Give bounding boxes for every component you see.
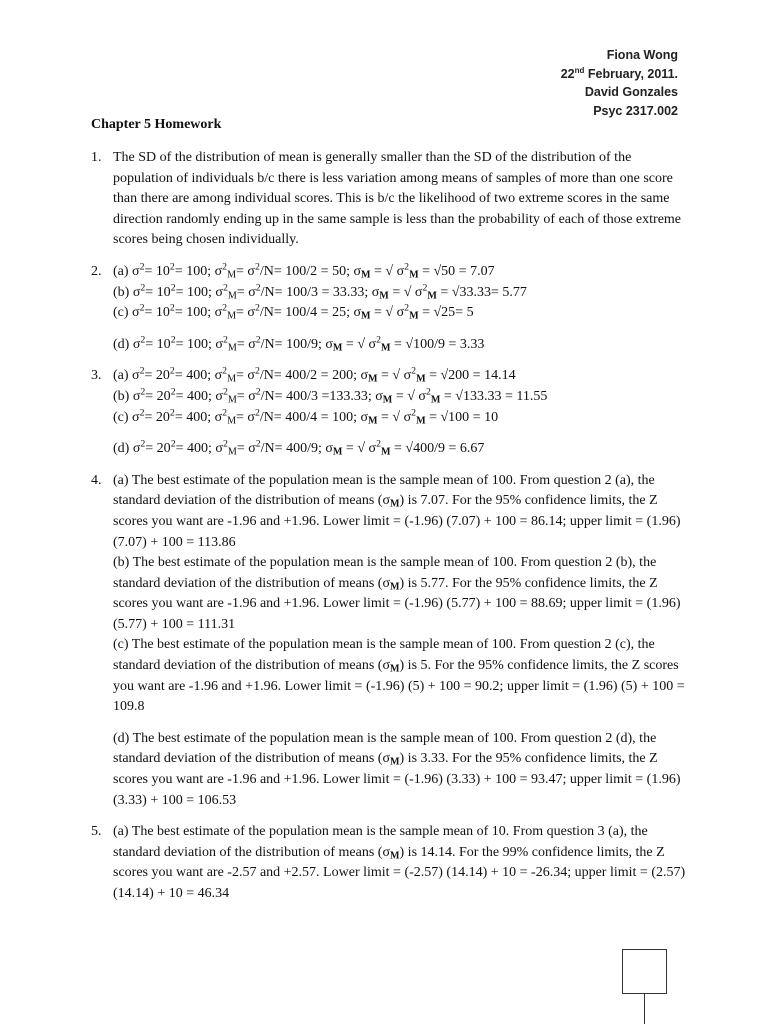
formula-token: = √ σ bbox=[342, 336, 377, 352]
formula-line bbox=[113, 387, 686, 408]
formula-token: = 100; σ bbox=[174, 305, 223, 321]
formula-token: 2 bbox=[139, 261, 145, 273]
question-4 bbox=[91, 471, 686, 812]
part-label: (d) bbox=[113, 441, 133, 457]
formula-token: = √ σ bbox=[370, 305, 405, 321]
part-label: (b) bbox=[113, 284, 133, 300]
formula-token: /N= 400/2 = 200; σ bbox=[259, 368, 369, 384]
formula-token: 2 bbox=[255, 282, 261, 294]
formula-token: M bbox=[227, 446, 237, 458]
formula-token: M bbox=[361, 310, 371, 322]
formula-line bbox=[113, 366, 686, 387]
formula-token: M bbox=[227, 310, 237, 322]
question-1 bbox=[91, 148, 686, 251]
formula-token: σ bbox=[132, 368, 140, 384]
formula-token: = √100/9 = 3.33 bbox=[390, 336, 485, 352]
formula-token: σ bbox=[132, 263, 140, 279]
formula-token: M bbox=[227, 373, 237, 385]
formula-token: M bbox=[409, 310, 419, 322]
formula-token: 2 bbox=[255, 334, 261, 346]
formula-token: M bbox=[390, 663, 400, 675]
answer-part bbox=[113, 729, 686, 811]
formula-token: 2 bbox=[139, 302, 145, 314]
formula-token: 2 bbox=[255, 386, 261, 398]
formula-token: M bbox=[379, 290, 389, 302]
formula-token: = 400; σ bbox=[174, 409, 223, 425]
formula-token: 2 bbox=[170, 282, 176, 294]
formula-token: M bbox=[368, 415, 378, 427]
formula-token: M bbox=[332, 342, 343, 354]
formula-line bbox=[113, 283, 686, 304]
homework-content bbox=[91, 148, 686, 916]
formula-token: = 10 bbox=[144, 263, 170, 279]
question-5 bbox=[91, 822, 686, 904]
part-label: (c) bbox=[113, 409, 133, 425]
formula-token: = √ σ bbox=[392, 388, 426, 404]
formula-token: 2 bbox=[140, 334, 146, 346]
formula-token: = σ bbox=[236, 284, 256, 300]
formula-token: 2 bbox=[254, 365, 260, 377]
formula-token: M bbox=[227, 290, 237, 302]
formula-token: M bbox=[227, 269, 237, 281]
formula-token: 2 bbox=[170, 386, 176, 398]
formula-token: M bbox=[430, 394, 441, 406]
formula-token: σ bbox=[382, 751, 390, 767]
formula-token: M bbox=[416, 373, 426, 385]
formula-token: 2 bbox=[169, 261, 175, 273]
formula-token: σ bbox=[132, 441, 141, 457]
formula-token: = 20 bbox=[145, 388, 171, 404]
formula-token: M bbox=[427, 290, 437, 302]
formula-token: σ bbox=[132, 409, 140, 425]
formula-token: 2 bbox=[140, 438, 146, 450]
formula-token: 2 bbox=[222, 261, 228, 273]
formula-token: = 100; σ bbox=[175, 336, 223, 352]
formula-token: = 20 bbox=[145, 441, 171, 457]
formula-token: 2 bbox=[422, 282, 428, 294]
answer-part bbox=[113, 822, 686, 904]
formula-token: = √ σ bbox=[370, 263, 405, 279]
answer-part bbox=[113, 471, 686, 553]
formula-token: = 100; σ bbox=[175, 284, 223, 300]
formula-token: 2 bbox=[140, 282, 146, 294]
formula-token: 2 bbox=[376, 438, 381, 450]
question-2 bbox=[91, 262, 686, 355]
answer-text: ) is 7.07. For the 95% confidence limits, the Z scores you want are -1.96 and +1.96. Lower limit = (-1.96) (7.07) + 100 = 86.14; upper limit = (1.96)(7.07) + 100 = 113.86 bbox=[113, 493, 681, 550]
answer-text: ) is 14.14. For the 99% confidence limits, the Z scores you want are -2.57 and +2.57. Lower limit = (-2.57) (14.14) + 10 = -26.34; upper limit = (2.57) (14.14) + 10 = 46.34 bbox=[113, 844, 686, 901]
page-title: Chapter 5 Homework bbox=[91, 117, 222, 132]
formula-token: = 400; σ bbox=[175, 441, 223, 457]
formula-token: /N= 100/4 = 25; σ bbox=[259, 305, 362, 321]
answer-text: ) is 5.77. For the 95% confidence limits, the Z scores you want are -1.96 and +1.96. Lower limit = (-1.96) (5.77) + 100 = 88.69; upper limit = (1.96) (5.77) + 100 = 111.31 bbox=[113, 575, 681, 632]
formula-token: = √ σ bbox=[377, 368, 412, 384]
formula-token: 2 bbox=[254, 261, 260, 273]
formula-token: = √25= 5 bbox=[418, 305, 474, 321]
formula-token: 2 bbox=[222, 365, 228, 377]
formula-token: = √33.33= 5.77 bbox=[436, 284, 527, 300]
formula-token: M bbox=[227, 415, 237, 427]
formula-line bbox=[113, 303, 686, 324]
formula-token: /N= 100/2 = 50; σ bbox=[259, 263, 362, 279]
formula-token: /N= 100/3 = 33.33; σ bbox=[260, 284, 380, 300]
answer-part bbox=[113, 553, 686, 635]
answer-text: (b) The best estimate of the population mean is the sample mean of 100. From question 2 (b), the standard deviation of the distribution of means ( bbox=[113, 555, 657, 591]
answer-parts bbox=[113, 822, 686, 904]
formula-token: = √100 = 10 bbox=[425, 409, 499, 425]
formula-token: 2 bbox=[222, 438, 228, 450]
page-corner-line bbox=[644, 994, 645, 1024]
formula-token: = σ bbox=[236, 368, 255, 384]
formula-token: M bbox=[390, 581, 400, 593]
formula-token: 2 bbox=[411, 407, 417, 419]
formula-token: 2 bbox=[222, 302, 228, 314]
formula-token: σ bbox=[132, 336, 141, 352]
formula-token: = σ bbox=[236, 388, 256, 404]
question-3 bbox=[91, 366, 686, 459]
answer-text: (d) The best estimate of the population mean is the sample mean of 100. From question 2 (d), the standard deviation of the distribution of means ( bbox=[113, 730, 657, 767]
submission-date: 22nd February, 2011. bbox=[560, 65, 678, 81]
formula-token: 2 bbox=[254, 407, 260, 419]
formula-token: = 10 bbox=[145, 284, 171, 300]
formula-token: 2 bbox=[254, 302, 260, 314]
part-label: (b) bbox=[113, 388, 133, 404]
answer-part bbox=[113, 635, 686, 717]
formula-token: = √200 = 14.14 bbox=[425, 368, 516, 384]
formula-token: M bbox=[390, 756, 400, 768]
formula-token: /N= 400/3 =133.33; σ bbox=[260, 388, 383, 404]
question-number: 2. bbox=[91, 263, 102, 279]
formula-token: 2 bbox=[222, 407, 228, 419]
formula-token: σ bbox=[382, 658, 390, 674]
formula-token: = 100; σ bbox=[174, 263, 223, 279]
formula-token: 2 bbox=[425, 386, 431, 398]
formula-token: M bbox=[368, 373, 378, 385]
formula-token: 2 bbox=[140, 386, 146, 398]
formula-token: σ bbox=[132, 388, 141, 404]
formula-token: = 10 bbox=[144, 305, 170, 321]
formula-token: = σ bbox=[236, 409, 255, 425]
formula-lines bbox=[113, 262, 686, 355]
answer-text: ) is 3.33. For the 95% confidence limits, the Z scores you want are -1.96 and +1.96. Lower limit = (-1.96) (3.33) + 100 = 93.47; upper limit = (1.96) (3.33) + 100 = 106.53 bbox=[113, 751, 681, 808]
formula-token: 2 bbox=[404, 261, 410, 273]
formula-token: 2 bbox=[169, 302, 175, 314]
formula-token: = σ bbox=[236, 305, 255, 321]
formula-token: = 20 bbox=[144, 368, 170, 384]
formula-line bbox=[113, 335, 686, 356]
formula-token: M bbox=[409, 269, 419, 281]
formula-token: = √ σ bbox=[377, 409, 412, 425]
part-label: (a) bbox=[113, 263, 133, 279]
formula-token: 2 bbox=[255, 438, 261, 450]
formula-token: σ bbox=[382, 575, 390, 591]
formula-token: σ bbox=[132, 305, 140, 321]
formula-token: M bbox=[227, 394, 237, 406]
part-label: (a) bbox=[113, 368, 133, 384]
formula-token: = σ bbox=[236, 441, 256, 457]
course-code: Psyc 2317.002 bbox=[593, 103, 678, 118]
formula-token: 2 bbox=[169, 365, 175, 377]
formula-token: = √ σ bbox=[388, 284, 423, 300]
formula-token: = 400; σ bbox=[174, 368, 223, 384]
answer-text: (a) The best estimate of the population mean is the sample mean of 100. From question 2 (a), the standard deviation of the distribution of means ( bbox=[113, 472, 655, 509]
formula-token: = √ σ bbox=[342, 441, 377, 457]
formula-token: 2 bbox=[222, 282, 228, 294]
answer-text: The SD of the distribution of mean is generally smaller than the SD of the distribution of the population of individuals b/c there is less variation among means of samples of more than one score than there are among individual scores. This is b/c the likelihood of two extreme scores in the same direction randomly ending up in the same sample is less than the probability of each of those extreme scores being chosen individually. bbox=[113, 150, 682, 248]
formula-line bbox=[113, 439, 686, 460]
question-number: 3. bbox=[91, 368, 102, 384]
formula-token: 2 bbox=[169, 407, 175, 419]
formula-token: M bbox=[390, 850, 400, 862]
formula-token: 2 bbox=[404, 302, 410, 314]
formula-token: = 10 bbox=[145, 336, 171, 352]
header-block bbox=[561, 46, 678, 120]
question-number: 5. bbox=[91, 824, 102, 840]
formula-token: = √50 = 7.07 bbox=[418, 263, 495, 279]
formula-token: /N= 100/9; σ bbox=[260, 336, 333, 352]
formula-token: 2 bbox=[376, 334, 381, 346]
page-corner-box bbox=[622, 949, 667, 994]
formula-token: 2 bbox=[170, 334, 176, 346]
formula-token: /N= 400/9; σ bbox=[260, 441, 333, 457]
answer-text: (a) The best estimate of the population mean is the sample mean of 10. From question 3 (a), the standard deviation of the distribution of means ( bbox=[113, 824, 648, 860]
formula-token: M bbox=[332, 446, 343, 458]
formula-token: /N= 400/4 = 100; σ bbox=[259, 409, 369, 425]
answer-text: (c) The best estimate of the population mean is the sample mean of 100. From question 2 (c), the standard deviation of the distribution of means ( bbox=[113, 637, 655, 674]
part-label: (c) bbox=[113, 305, 133, 321]
formula-token: σ bbox=[382, 493, 390, 509]
author-name-2: David Gonzales bbox=[584, 85, 678, 99]
formula-token: = 400; σ bbox=[175, 388, 223, 404]
formula-line bbox=[113, 262, 686, 283]
formula-token: M bbox=[227, 342, 237, 354]
formula-line bbox=[113, 408, 686, 429]
question-number: 4. bbox=[91, 472, 102, 488]
formula-token: = σ bbox=[236, 336, 256, 352]
formula-token: σ bbox=[382, 844, 390, 860]
formula-token: = 20 bbox=[144, 409, 170, 425]
answer-text: ) is 5. For the 95% confidence limits, the Z scores you want are -1.96 and +1.96. Lower limit = (-1.96) (5) + 100 = 90.2; upper limit = (1.96) (5) + 100 = 109.8 bbox=[113, 658, 685, 715]
formula-token: = σ bbox=[236, 263, 255, 279]
formula-token: M bbox=[390, 498, 400, 510]
formula-token: σ bbox=[132, 284, 141, 300]
part-label: (d) bbox=[113, 336, 133, 352]
answer-parts bbox=[113, 471, 686, 812]
formula-token: 2 bbox=[139, 407, 145, 419]
formula-token: = √400/9 = 6.67 bbox=[390, 441, 485, 457]
author-name-1: Fiona Wong bbox=[606, 48, 678, 62]
question-number: 1. bbox=[91, 150, 102, 165]
formula-token: M bbox=[382, 394, 393, 406]
formula-token: M bbox=[380, 446, 391, 458]
formula-lines bbox=[113, 366, 686, 459]
formula-token: M bbox=[416, 415, 426, 427]
formula-token: = √133.33 = 11.55 bbox=[440, 388, 548, 404]
formula-token: M bbox=[361, 269, 371, 281]
formula-token: M bbox=[380, 342, 391, 354]
formula-token: 2 bbox=[222, 386, 228, 398]
formula-token: 2 bbox=[411, 365, 417, 377]
formula-token: 2 bbox=[222, 334, 228, 346]
formula-token: 2 bbox=[139, 365, 145, 377]
formula-token: 2 bbox=[170, 438, 176, 450]
